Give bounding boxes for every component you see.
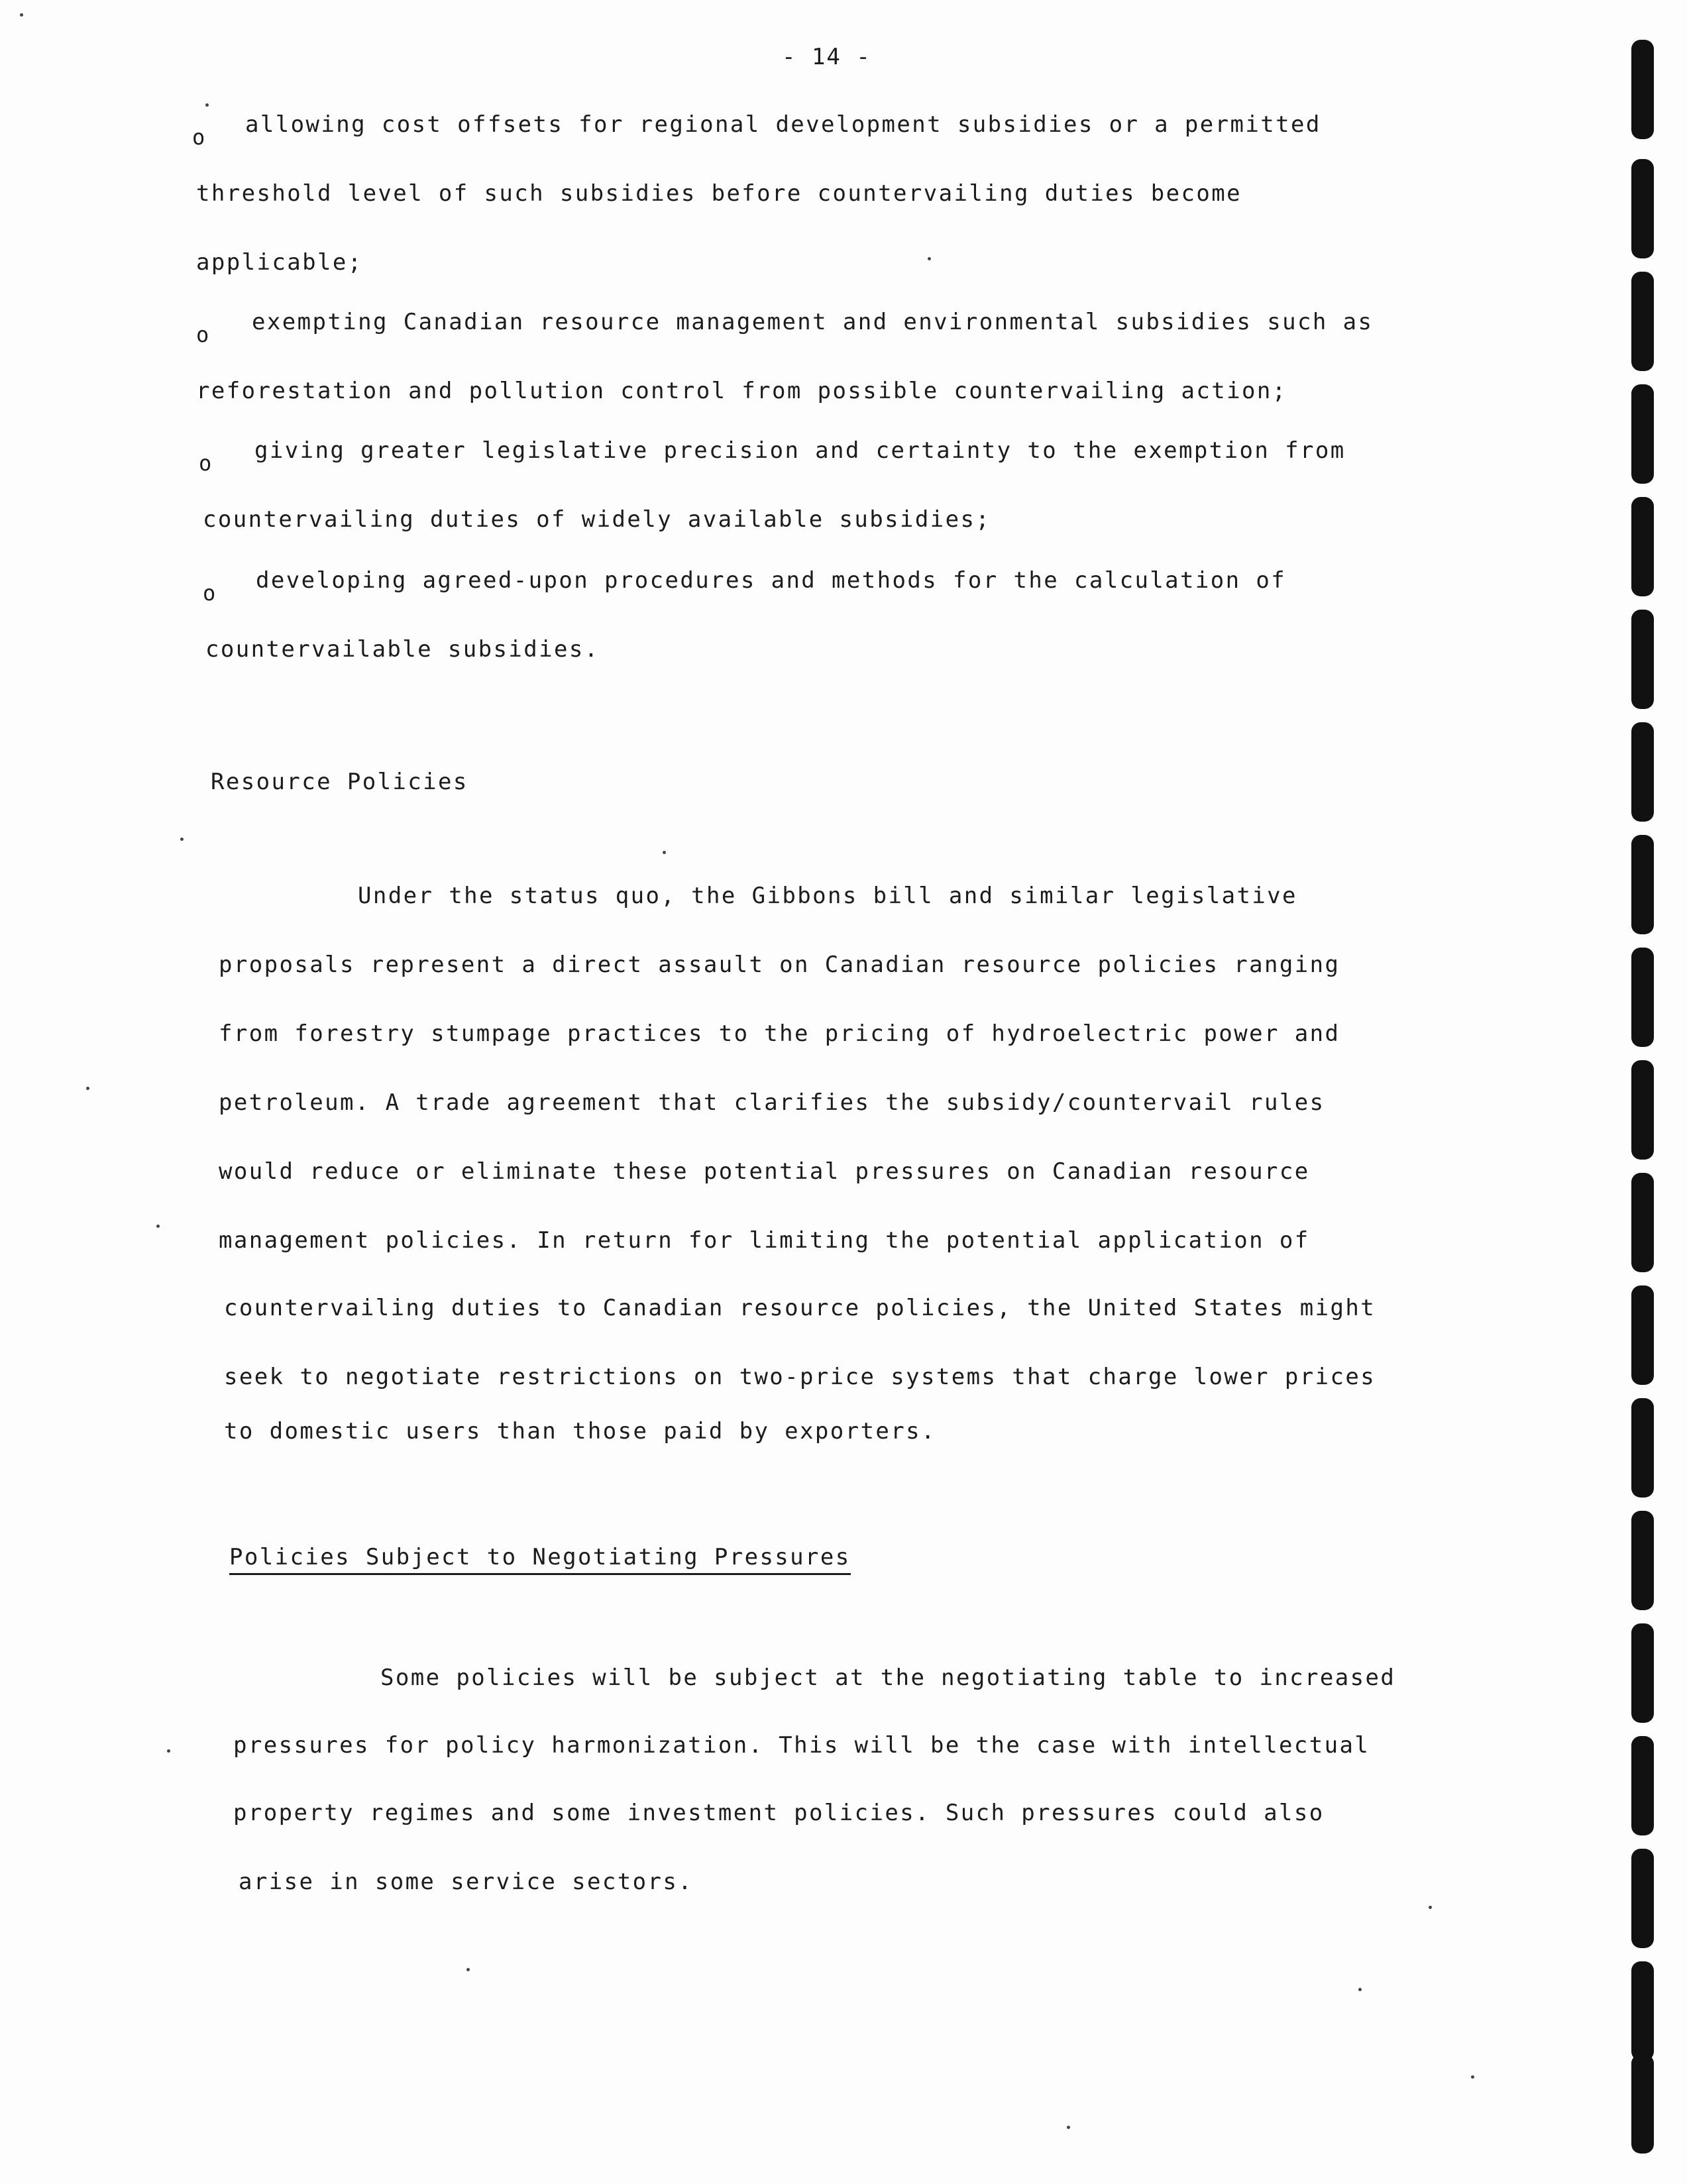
punch-hole [1631,159,1654,258]
punch-hole [1631,1060,1654,1160]
binder-punch-strip [1621,27,1660,2147]
bullet-1-line-2: threshold level of such subsidies before countervailing duties become [196,180,1242,207]
scan-speck [167,1749,170,1753]
punch-hole [1631,948,1654,1047]
section-1-line-7: countervailing duties to Canadian resource policies, the United States might [224,1295,1376,1321]
punch-hole [1631,1173,1654,1272]
section-1-line-1: Under the status quo, the Gibbons bill and similar legislative [358,883,1297,909]
punch-hole [1631,2054,1654,2154]
scan-speck [663,851,666,854]
bullet-4-line-1: developing agreed-upon procedures and methods for the calculation of [256,567,1287,594]
punch-hole [1631,40,1654,139]
punch-hole [1631,722,1654,822]
bullet-marker: o [192,125,205,150]
punch-hole [1631,1285,1654,1385]
section-1-line-4: petroleum. A trade agreement that clarifies the subsidy/countervail rules [219,1089,1325,1116]
bullet-4-line-2: countervailable subsidies. [205,636,600,663]
punch-hole [1631,1961,1654,2061]
punch-hole [1631,1736,1654,1835]
section-1-line-9: to domestic users than those paid by exporters. [224,1418,936,1445]
section-1-line-6: management policies. In return for limiting the potential application of [219,1227,1310,1254]
punch-hole [1631,610,1654,709]
bullet-2-line-2: reforestation and pollution control from possible countervailing action; [196,378,1287,404]
punch-hole [1631,384,1654,484]
scan-speck [928,257,931,260]
section-heading-negotiating-pressures: Policies Subject to Negotiating Pressures [229,1544,851,1575]
section-heading-resource-policies: Resource Policies [211,769,468,795]
punch-hole [1631,272,1654,371]
scan-speck [1067,2126,1070,2129]
bullet-3-line-2: countervailing duties of widely available subsidies; [203,506,991,533]
bullet-1-line-3: applicable; [196,249,363,276]
section-1-line-5: would reduce or eliminate these potential pressures on Canadian resource [219,1158,1310,1185]
section-2-line-4: arise in some service sectors. [239,1869,694,1895]
section-2-line-1: Some policies will be subject at the negotiating table to increased [380,1665,1396,1691]
bullet-marker: o [199,451,212,476]
punch-hole [1631,1511,1654,1610]
section-1-line-2: proposals represent a direct assault on Canadian resource policies ranging [219,952,1340,978]
section-1-line-3: from forestry stumpage practices to the pricing of hydroelectric power and [219,1020,1340,1047]
punch-hole [1631,1398,1654,1498]
scan-speck [1429,1906,1432,1909]
scan-speck [1358,1988,1362,1991]
page-number: - 14 - [782,44,871,70]
bullet-marker: o [203,580,216,606]
scan-speck [86,1087,89,1090]
scan-speck [180,838,184,841]
scan-speck [156,1225,160,1228]
section-2-line-2: pressures for policy harmonization. This will be the case with intellectual [233,1732,1370,1759]
bullet-1-line-1: allowing cost offsets for regional development subsidies or a permitted [245,111,1321,138]
scan-speck [205,103,209,107]
punch-hole [1631,1623,1654,1723]
bullet-marker: o [196,322,209,347]
section-2-line-3: property regimes and some investment policies. Such pressures could also [233,1800,1325,1826]
bullet-2-line-1: exempting Canadian resource management and environmental subsidies such as [252,309,1374,335]
section-1-line-8: seek to negotiate restrictions on two-price systems that charge lower prices [224,1364,1376,1390]
punch-hole [1631,497,1654,596]
punch-hole [1631,1849,1654,1948]
bullet-3-line-1: giving greater legislative precision and certainty to the exemption from [254,437,1346,464]
scan-speck [20,13,23,17]
scan-speck [1471,2075,1474,2079]
scan-speck [466,1968,470,1971]
punch-hole [1631,835,1654,934]
